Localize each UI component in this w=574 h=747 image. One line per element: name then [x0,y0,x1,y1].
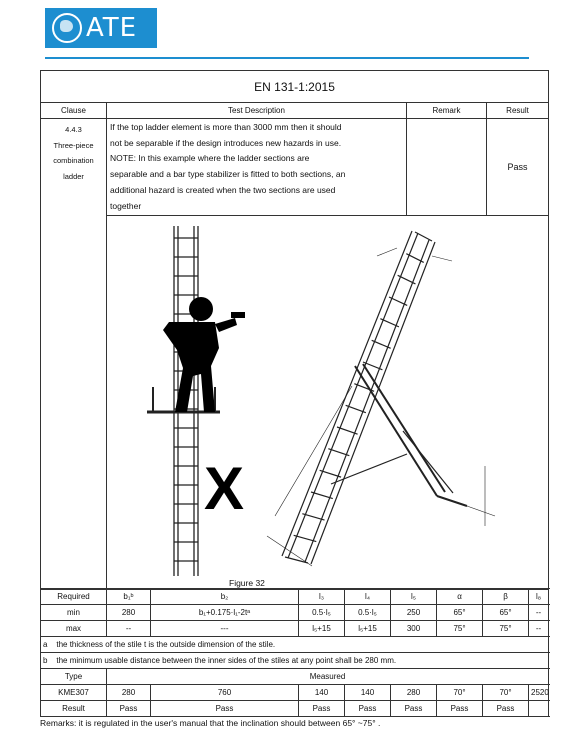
clause-name-1: Three-piece [53,140,94,150]
clause-name-2: combination [53,156,94,165]
measured-value: 70° [437,685,483,701]
description-line: together [110,200,142,211]
min-value: -- [529,605,549,621]
max-value: 75° [437,621,483,637]
note-key: b [43,656,48,665]
max-value: l₅+15 [345,621,391,637]
ladder-rung [320,471,341,478]
min-value: 0.5·l₅ [345,605,391,621]
ladder-rung [398,276,416,285]
note-key: a [43,640,48,649]
note-text: the minimum usable distance between the inner sides of the stiles at any point shall be 280 mm. [56,656,397,665]
spec-table [40,588,549,717]
ladder-rung [337,427,358,434]
measured-value: 70° [483,685,529,701]
result-value: Pass [391,701,437,717]
note-a [41,637,549,653]
min-value: 65° [437,605,483,621]
max-value: 300 [391,621,437,637]
ladder-rung [328,449,349,456]
description-line: NOTE: In this example where the ladder sections are [110,153,310,164]
description-line: additional hazard is created when the two sections are used [110,184,336,195]
col-alpha: α [437,589,483,605]
measured-value: 760 [151,685,299,701]
description-line: If the top ladder element is more than 3000 mm then it should [110,122,342,132]
ladder-rung [406,254,423,263]
ladder-rung [302,514,324,520]
result-value: Pass [345,701,391,717]
wrong-mark: X [204,455,245,523]
test-description [107,119,407,216]
measured-value: 2520 [529,685,549,701]
ladder-rung [372,341,391,349]
ladder-rung [294,536,317,542]
result-label: Result [41,701,107,717]
logo-text: ATE [86,13,138,43]
measured-value: 140 [299,685,345,701]
clause-header: Clause [41,103,107,119]
measured-value: 280 [391,685,437,701]
result-value: Pass [151,701,299,717]
result-value: Pass [437,701,483,717]
model-name: KME307 [41,685,107,701]
result-value: Pass [107,701,151,717]
result-pass: Pass [487,119,549,216]
min-label: min [41,605,107,621]
ladder-rung [380,319,399,327]
min-value: 280 [107,605,151,621]
col-l8: l₈ [529,589,549,605]
remarks-text: Remarks: it is regulated in the user's manual that the inclination should between 65° ~75° . [40,718,381,728]
note-b [41,653,549,669]
measured-value: 140 [345,685,391,701]
ladder-rung [346,406,366,413]
figure-cell [107,216,549,590]
col-l3: l₃ [299,589,345,605]
combination-ladder [267,231,495,566]
ladder-rung [389,297,407,305]
min-value: 0.5·l₅ [299,605,345,621]
clause-name-3: ladder [63,171,84,181]
ladder-rung [285,557,308,563]
measured-label: Measured [107,669,549,685]
col-beta: β [483,589,529,605]
description-line: separable and a bar type stabilizer is fitted to both sections, an [110,169,346,180]
min-value: 250 [391,605,437,621]
col-l5: l₅ [391,589,437,605]
clause-number: 4.4.3 [65,125,82,134]
test-table [40,70,549,590]
standard-title: EN 131-1:2015 [41,71,549,103]
clause-cell [41,119,107,590]
max-value: 75° [483,621,529,637]
description-line: not be separable if the design introduces new hazards in use. [110,137,342,148]
result-value [529,701,549,717]
col-b1: b₁ᵇ [107,589,151,605]
header-divider [45,57,529,59]
remark-header: Remark [407,103,487,119]
result-header: Result [487,103,549,119]
max-value: -- [529,621,549,637]
company-logo [45,8,157,48]
globe-icon [52,13,82,43]
max-value: l₅+15 [299,621,345,637]
min-value: b₁+0.175·l₁-2tᵃ [151,605,299,621]
remark-cell [407,119,487,216]
ladder-rung [311,492,333,499]
result-value: Pass [483,701,529,717]
max-value: --- [151,621,299,637]
required-label: Required [41,589,107,605]
min-value: 65° [483,605,529,621]
col-l4: l₄ [345,589,391,605]
measured-value: 280 [107,685,151,701]
result-value: Pass [299,701,345,717]
note-text: the thickness of the stile t is the outside dimension of the stile. [56,640,276,649]
ladder-rung [415,232,432,241]
max-label: max [41,621,107,637]
figure-caption: Figure 32 [229,578,265,589]
ladder-figure [107,216,549,589]
description-header: Test Description [107,103,407,119]
col-b2: b₂ [151,589,299,605]
max-value: -- [107,621,151,637]
type-label: Type [41,669,107,685]
